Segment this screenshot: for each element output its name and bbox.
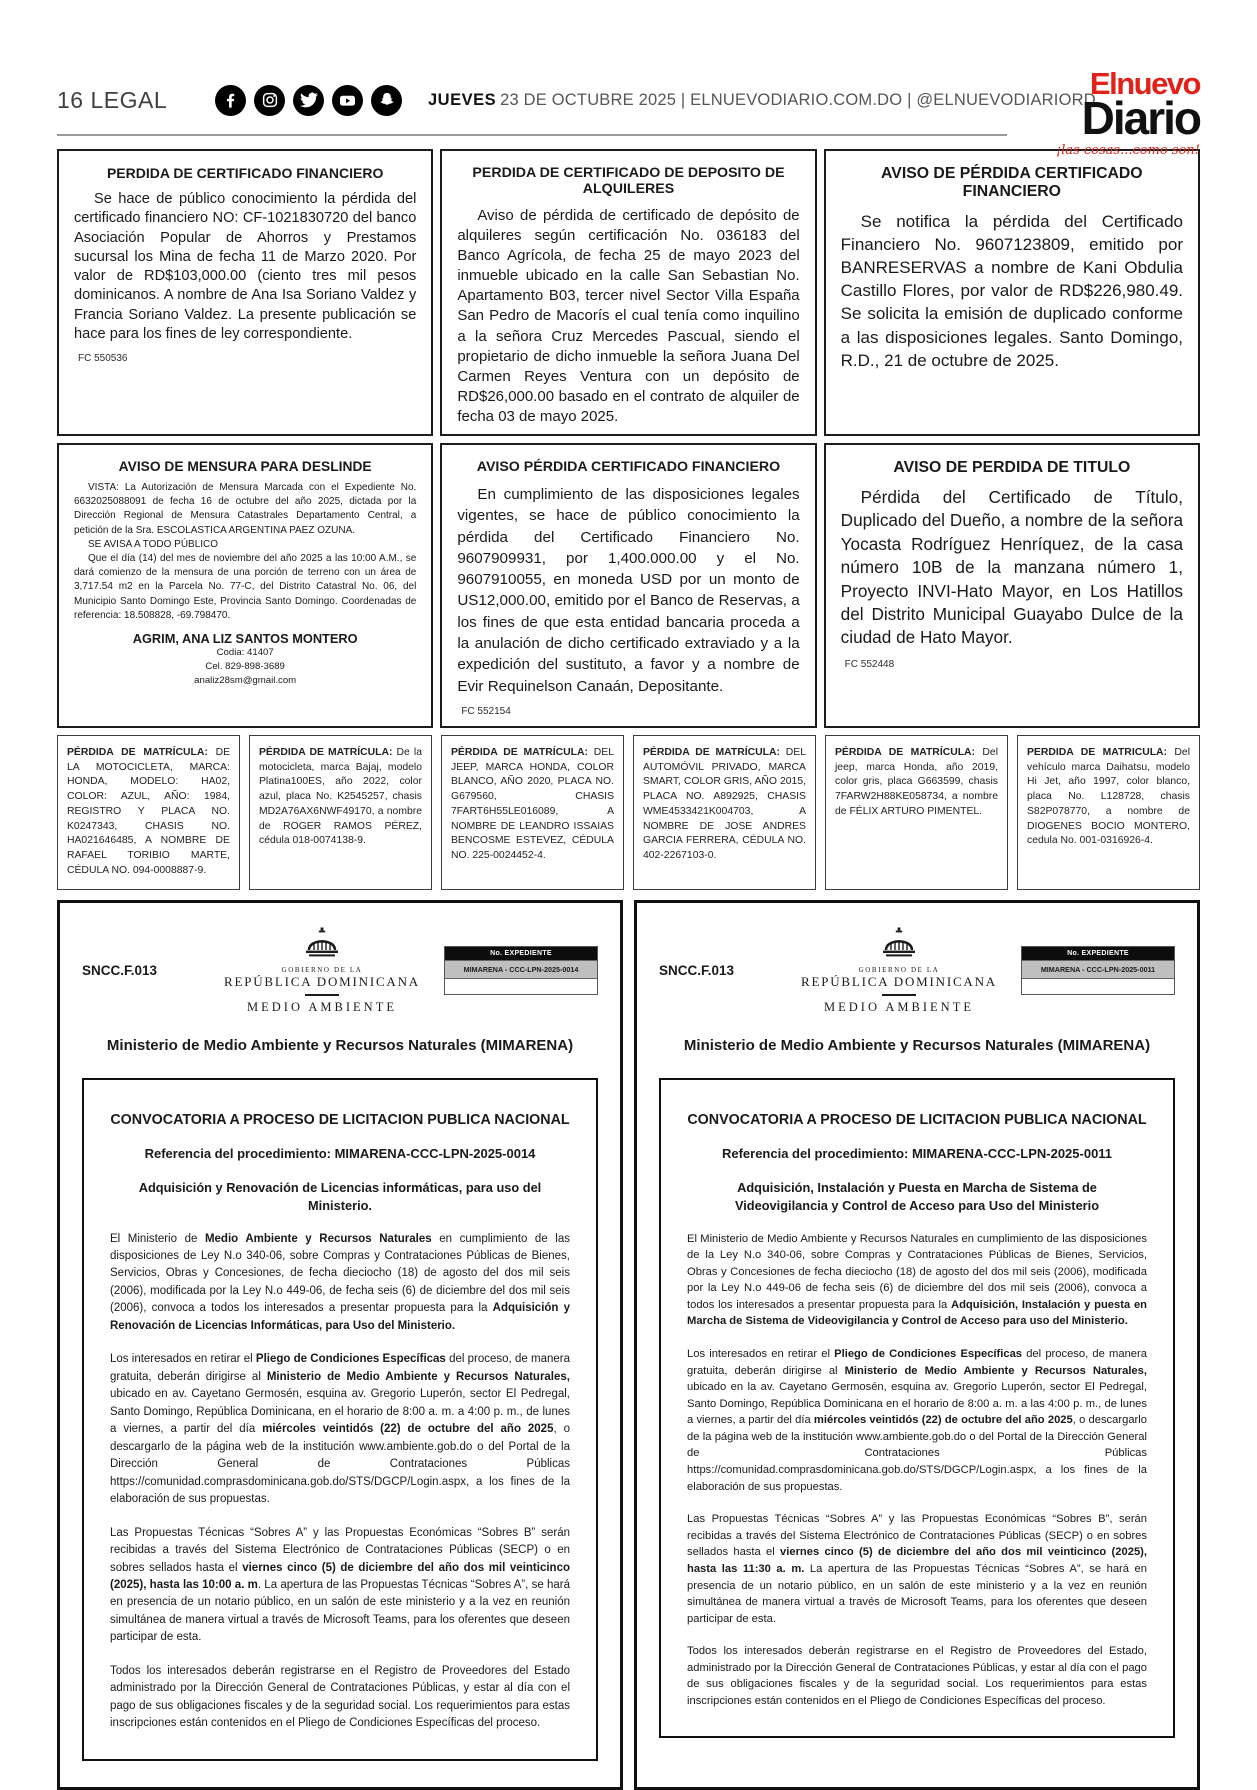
notice-body: Se hace de público conocimiento la pérdida del certificado financiero NO: CF-1021830720 del banco Asociación Popular de Ahorros y Prestamos sucursal los Mina de fecha 11 de Marzo 2020. Por valor de RD$103,000.00 (ciento tres mil pesos dominicanos. A nombre de Ana Isa Soriano Valdez y Francia Soriano Valdez. La presente publicación se hace para los fines de ley correspondiente. [74,191,417,342]
procedure-reference: Referencia del procedimiento: MIMARENA-CCC-LPN-2025-0014 [144,1145,536,1161]
notice-title: AVISO DE MENSURA PARA DESLINDE [118,459,372,475]
matricula-lead: PÉRDIDA DE MATRÍCULA: [835,746,976,758]
procedure-reference: Referencia del procedimiento: MIMARENA-CCC-LPN-2025-0011 [721,1145,1113,1161]
expediente-empty-cell [445,979,597,994]
matricula-text: DEL JEEP, MARCA HONDA, COLOR BLANCO, AÑO 2020, PLACA NO. G679560, CHASIS 7FART6H55LE016089, A NOMBRE DE LEANDRO ISSAIAS BENCOSME ESTEVEZ, CÉDULA NO. 225-0024452-4. [451,746,614,862]
notice-aviso-perdida-certificado-financiero [824,149,1200,436]
convocatoria-box [82,1078,598,1761]
masthead [57,0,1200,158]
instagram-icon [254,85,285,116]
surveyor-codia: Codia: 41407 [216,646,274,658]
notice-title: PERDIDA DE CERTIFICADO DE DEPOSITO DE ALQUILERES [472,165,785,197]
matricula-text: DE LA MOTOCICLETA, MARCA: HONDA, MODELO: HA02, COLOR: AZUL, AÑO: 1984, REGISTRO Y PLACA NO. K0247343, CHASIS NO. HA021646485, A NOMBRE DE RAFAEL TORIBIO MARTE, CÉDULA NO. 094-0008887-9. [67,746,230,876]
matricula-lead: PÉRDIDA DE MATRÍCULA: [643,746,780,758]
licitacion-0014 [57,900,623,1790]
convocatoria-title: CONVOCATORIA A PROCESO DE LICITACION PUBLICA NACIONAL [687,1111,1147,1128]
matricula-text: Del jeep, marca Honda, año 2019, color gris, placa G663599, chasis 7FARW2H88KE058734, a nombre de FÉLIX ARTURO PIMENTEL. [835,746,999,817]
convocatoria-paragraph: Los interesados en retirar el Pliego de Condiciones Específicas del proceso, de manera gratuita, deberán dirigirse al Ministerio de Medio Ambiente y Recursos Naturales, ubicado en av. Cayetano Germosén, esquina av. Gregorio Luperón, sector El Pedregal, Santo Domingo, República Dominicana, en el horario de 8:00 a. m. a 4:00 p. m., de lunes a viernes, a partir del día miércoles veintidós (22) de octubre del año 2025, o descargarlo de la página web de la institución www.ambiente.gob.do o del Portal de la Dirección General de Contrataciones Públicas https://comunidad.comprasdominicana.gob.do/STS/DGCP/Login.aspx, a los fines de la elaboración de sus propuestas. [110,1353,570,1506]
dateline [428,91,1096,110]
notice-perdida-certificado-financiero [57,149,433,436]
mensura-paragraph-3: Que el día (14) del mes de noviembre del año 2025 a las 10:00 A.M., se dará comienzo de la mensura de una porción de terreno con un área de 3,717.54 m2 en la Parcela No. 77-C, del Distrito Catastral No. 06, del Municipio Santo Domingo Este, Provincia Santo Domingo. Coordenadas de referencia: 18.508828, -69.798470. [74,552,417,621]
notice-aviso-perdida-titulo [824,443,1200,728]
expediente-number: MIMARENA - CCC-LPN-2025-0014 [445,960,597,979]
convocatoria-paragraph: Todos los interesados deberán registrarse en el Registro de Proveedores del Estado administrado por la Dirección General de Contrataciones Públicas, y estar al día con el pago de sus obligaciones fiscales y de la seguridad social. Los requerimientos para estas inscripciones están contenidos en el Pliego de Condiciones Específicas del proceso. [110,1664,570,1730]
masthead-rule [57,134,1007,136]
form-code: SNCC.F.013 [82,963,158,979]
notice-code: FC 550536 [78,353,128,364]
logo-line1: Elnuevo [1089,66,1200,101]
snapchat-icon [371,85,402,116]
matricula-lead: PÉRDIDA DE MATRÍCULA: [451,746,588,758]
matricula-notice [441,735,624,890]
notice-perdida-deposito-alquileres [440,149,816,436]
social-icons [215,85,402,116]
surveyor-phone: Cel. 829-898-3689 [205,660,285,672]
gov-line1: GOBIERNO DE LA [858,965,940,974]
gov-line3: MEDIO AMBIENTE [247,999,397,1014]
twitter-icon [293,85,324,116]
youtube-icon [332,85,363,116]
logo-tagline: ¡las cosas...como son! [1055,143,1200,158]
matricula-text: Del vehículo marca Daihatsu, modelo Hi Jet, año 1997, color blanco, placa No. L128728, chasis S82P078770, a nombre de DIOGENES BOCIO MONTERO, cedula No. 001-0316926-4. [1027,746,1191,847]
notice-body: Pérdida del Certificado de Título, Duplicado del Dueño, a nombre de la señora Yocasta Rodríguez Henríquez, de la casa número 10B de la manzana número 1, Proyecto INVI-Hato Mayor, en Los Hatillos del Distrito Municipal Guayabo Dulce de la ciudad de Hato Mayor. [840,487,1183,648]
matricula-notice [825,735,1008,890]
national-palace-dome-icon [299,927,345,959]
notice-body: En cumplimiento de las disposiciones legales vigentes, se hace de público conocimiento la pérdida del Certificado Financiero No. 9607909931, por 1,400.000.00 y el No. 9607910055, en moneda USD por un monto de US12,000.00, emitido por el Banco de Reservas, a los fines de que esta entidad bancaria proceda a la anulación de dicho certificado extraviado y a la expedición del sustituto, a favor y a nombre de Evir Requinelson Canaán, Depositante. [457,486,800,695]
logo-line2: Diario [1081,92,1200,144]
notice-code: FC 552448 [844,658,895,670]
form-code: SNCC.F.013 [659,963,735,979]
surveyor-email: analiz28sm@gmail.com [194,674,297,686]
convocatoria-paragraph: Las Propuestas Técnicas “Sobres A” y las Propuestas Económicas “Sobres B”, serán recibidas a través del Sistema Electrónico de Contrataciones Públicas (SECP) o en sobres sellados hasta el viernes cinco (5) de diciembre del año dos mil veinticinco (2025), hasta las 11:30 a. m. La apertura de las Propuestas Técnicas “Sobres A”, se hará en presencia de un notario público, en un salón de este ministerio y a la vez en reunión simultánea de manera virtual a través de Microsoft Teams, para los oferentes que deseen participar de esta. [687,1513,1148,1625]
facebook-icon [215,85,246,116]
newspaper-logo [1056,68,1200,157]
expediente-label: No. EXPEDIENTE [445,947,597,960]
convocatoria-title: CONVOCATORIA A PROCESO DE LICITACION PUBLICA NACIONAL [110,1111,570,1128]
notice-title: AVISO DE PERDIDA DE TITULO [893,459,1131,477]
convocatoria-paragraph: El Ministerio de Medio Ambiente y Recursos Naturales en cumplimiento de las disposiciones de Ley N.o 340-06, sobre Compras y Contrataciones Públicas de Bienes, Servicios, Obras y Concesiones, de fecha dieciocho (18) de agosto del dos mil seis (2006), modificada por la Ley N.o 449-06, de fecha seis (6) de diciembre del dos mil seis (2006), convoca a todos los interesados a presentar propuesta para la Adquisición y Renovación de Licencias Informáticas, para Uso del Ministerio. [110,1232,571,1332]
expediente-label: No. EXPEDIENTE [1022,947,1174,960]
government-seal-block [200,927,444,1015]
matriculas-row [57,735,1200,890]
convocatoria-paragraph: Las Propuestas Técnicas “Sobres A” y las Propuestas Económicas “Sobres B” serán recibidas a través del Sistema Electrónico de Contrataciones Públicas (SECP) o en sobres sellados hasta el viernes cinco (5) de diciembre del año dos mil veinticinco (2025), hasta las 10:00 a. m. La apertura de las Propuestas Técnicas “Sobres A”, se hará en presencia de un notario público, en un salón de este ministerio y a la vez en reunión simultánea de manera virtual a través de Microsoft Teams, para los oferentes que deseen participar de esta. [110,1526,570,1644]
matricula-text: DEL AUTOMÓVIL PRIVADO, MARCA SMART, COLOR GRIS, AÑO 2015, PLACA NO. A892925, CHASIS WME4533421K004703, A NOMBRE DE JOSE ANDRES GARCIA FERRERA, CÉDULA NO. 402-2267103-0. [643,746,806,862]
matricula-notice [1017,735,1200,890]
section-label: 16 LEGAL [57,86,168,113]
convocatoria-box [659,1078,1175,1738]
matricula-text: De la motocicleta, marca Bajaj, modelo Platina100ES, año 2022, color azul, placa No. K2545257, chasis MD2A76AX6NWF49170, a nombre de ROGER RAMOS PÉREZ, cédula 018-0074138-9. [259,746,422,847]
dateline-rest: 23 DE OCTUBRE 2025 | ELNUEVODIARIO.COM.DO | @ELNUEVODIARIORD [500,90,1096,109]
mensura-paragraph-1: VISTA: La Autorización de Mensura Marcada con el Expediente No. 6632025088091 de fecha 16 de octubre del año 2025, dictada por la Dirección Regional de Mensura Catastrales Departamento Central, a petición de la Sra. ESCOLASTICA ARGENTINA PAEZ OZUNA. [74,482,417,536]
notices-row-2 [57,443,1200,728]
gov-line2: REPÚBLICA DOMINICANA [224,973,420,989]
procedure-subject: Adquisición y Renovación de Licencias informáticas, para uso del Ministerio. [138,1179,542,1213]
notice-aviso-perdida-certificado-financiero-2 [440,443,816,728]
dateline-day: JUEVES [428,90,497,109]
gov-divider [882,994,916,996]
surveyor-signature-block [74,631,416,688]
ministry-title: Ministerio de Medio Ambiente y Recursos Naturales (MIMARENA) [683,1036,1151,1054]
ministry-title: Ministerio de Medio Ambiente y Recursos Naturales (MIMARENA) [106,1036,574,1054]
national-palace-dome-icon [876,927,922,959]
gov-line3: MEDIO AMBIENTE [824,999,974,1014]
matricula-notice [249,735,432,890]
notice-code: FC 552154 [461,705,511,717]
notice-body: Se notifica la pérdida del Certificado Financiero No. 9607123809, emitido por BANRESERVAS a nombre de Kani Obdulia Castillo Flores, por valor de RD$226,980.49. Se solicita la emisión de duplicado conforme a las disposiciones legales. Santo Domingo, R.D., 21 de octubre de 2025. [840,212,1183,370]
expediente-table [1021,946,1175,995]
matricula-notice [633,735,816,890]
convocatoria-paragraph: El Ministerio de Medio Ambiente y Recursos Naturales en cumplimiento de las disposiciones de la Ley N.o 340-06, sobre Compras y Contrataciones Públicas de Bienes, Servicios, Obras y Concesiones de fecha dieciocho (18) de agosto del dos mil seis (2006), modificada por la Ley N.o 449-06 de fecha seis (6) de diciembre del dos mil seis (2006), convoca a todos los interesados a presentar propuesta para la Adquisición, Instalación y puesta en Marcha de Sistema de Videovigilancia y Control de Acceso para uso del Ministerio. [687,1232,1147,1328]
gov-line1: GOBIERNO DE LA [281,965,363,974]
matricula-lead: PÉRDIDA DE MATRÍCULA: [67,746,208,758]
convocatoria-paragraph: Todos los interesados deberán registrarse en el Registro de Proveedores del Estado, administrado por la Dirección General de Contrataciones Públicas, y estar al día con el pago de sus obligaciones fiscales y de la seguridad social. Los requerimientos para estas inscripciones están contenidos en el Pliego de Condiciones Específicas del proceso. [687,1645,1147,1707]
licitaciones-section [57,900,1200,1790]
notice-title: PERDIDA DE CERTIFICADO FINANCIERO [106,165,384,181]
convocatoria-paragraph: Los interesados en retirar el Pliego de Condiciones Específicas del proceso, de manera gratuita, deberán dirigirse al Ministerio de Medio Ambiente y Recursos Naturales, ubicado en la av. Cayetano Germosén, esquina av. Gregorio Luperón, sector El Pedregal, Santo Domingo, República Dominicana en el horario de 8:00 a. m. a las 4:00 p. m., de lunes a viernes, a partir del día miércoles veintidós (22) de octubre del año 2025, o descargarlo de la página web de la institución www.ambiente.gob.do o del Portal de la Dirección General de Contrataciones Públicas https://comunidad.comprasdominicana.gob.do/STS/DGCP/Login.aspx, a los fines de la elaboración de sus propuestas. [687,1348,1147,1493]
matricula-lead: PERDIDA DE MATRICULA: [1027,746,1168,758]
notice-aviso-mensura [57,443,433,728]
government-seal-block [777,927,1021,1015]
expediente-table [444,946,598,995]
notice-title: AVISO DE PÉRDIDA CERTIFICADO FINANCIERO [881,165,1143,200]
procedure-subject: Adquisición, Instalación y Puesta en Marcha de Sistema de Videovigilancia y Control de Acceso para Uso del Ministerio [734,1179,1100,1213]
notices-row-1 [57,149,1200,436]
surveyor-name: AGRIM, ANA LIZ SANTOS MONTERO [132,630,358,646]
licitacion-0011 [634,900,1200,1790]
notice-body: Aviso de pérdida de certificado de depósito de alquileres según certificación No. 036183 del Banco Agrícola, de fecha 25 de mayo 2023 del inmueble ubicado en la calle San Sebastian No. Apartamento B03, tercer nivel Sector Villa España San Pedro de Macorís el cual tenía como inquilino a la señora Cruz Mercedes Pascual, siendo el propietario de dicho inmueble la señora Juana Del Carmen Reyes Ventura con un depósito de RD$26,000.00 basado en el contrato de alquiler de fecha 03 de mayo 2025. [457,207,800,425]
matricula-notice [57,735,240,890]
notice-title: AVISO PÉRDIDA CERTIFICADO FINANCIERO [476,459,781,476]
expediente-number: MIMARENA - CCC-LPN-2025-0011 [1022,960,1174,979]
mensura-paragraph-2: SE AVISA A TODO PÚBLICO [88,538,219,550]
matricula-lead: PÉRDIDA DE MATRÍCULA: [259,746,393,758]
gov-divider [305,994,339,996]
expediente-empty-cell [1022,979,1174,994]
gov-line2: REPÚBLICA DOMINICANA [801,973,997,989]
